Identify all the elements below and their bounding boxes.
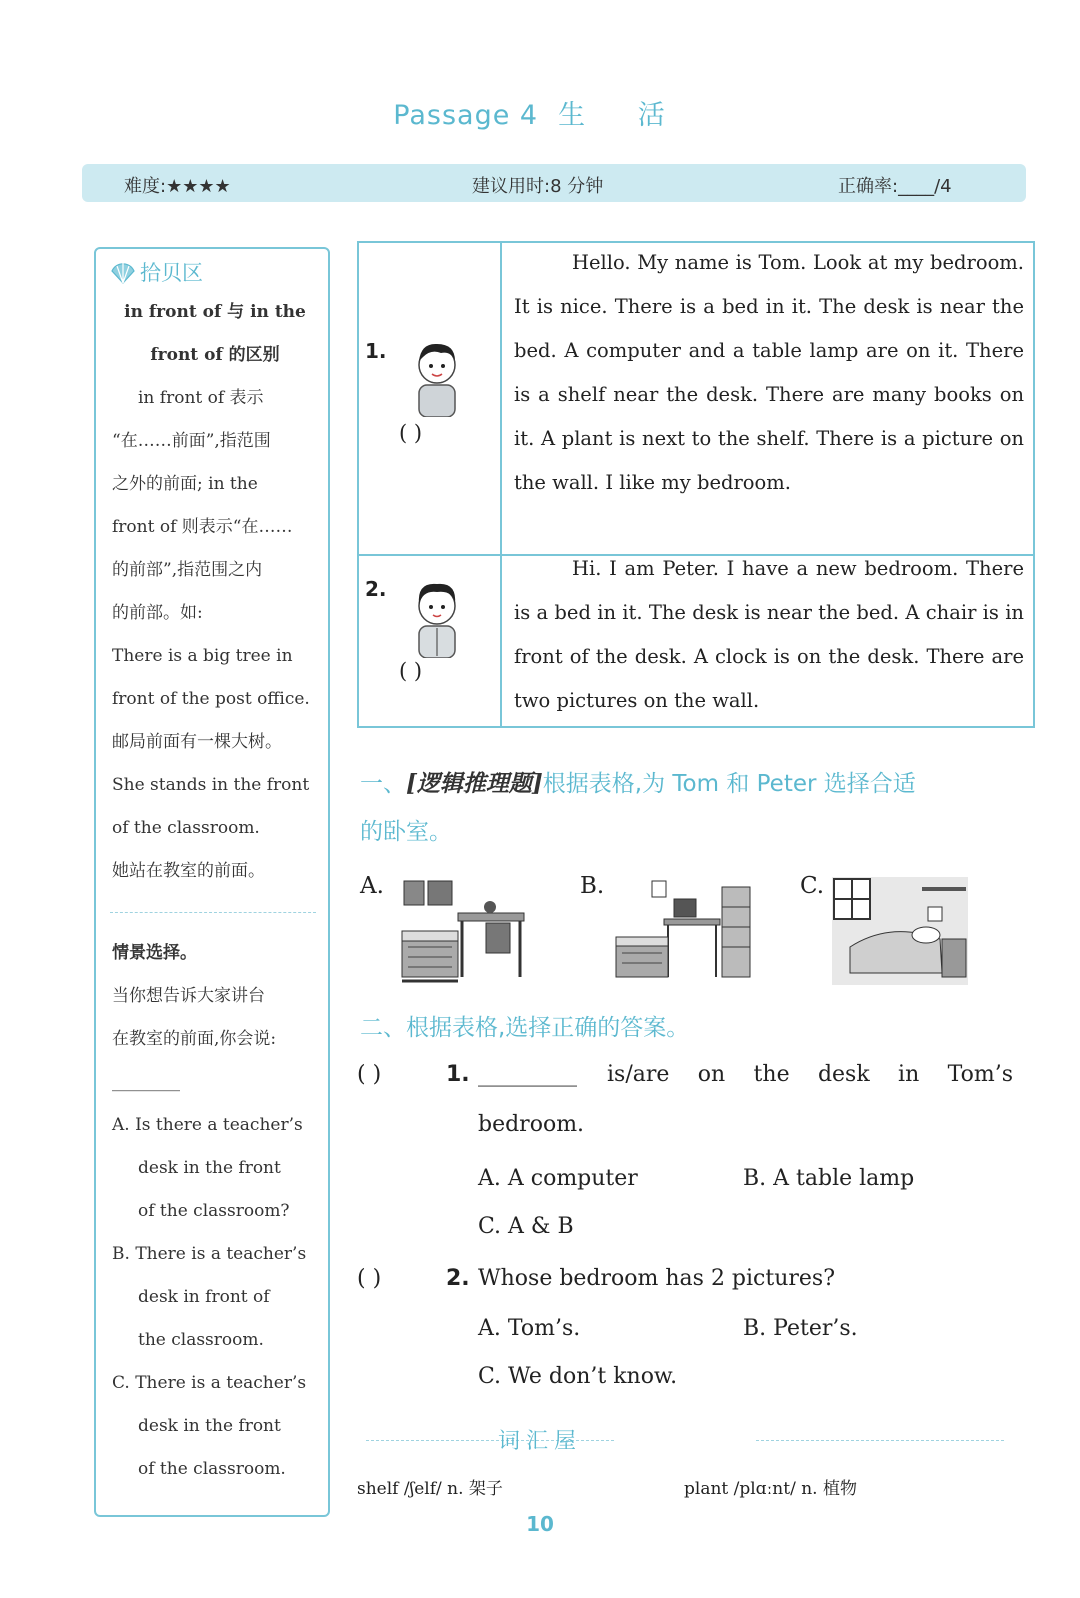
q1-text: is/are on the desk in Tom’s (607, 1062, 1013, 1087)
info-bar (82, 164, 1026, 202)
q1-text-line2: bedroom. (478, 1112, 585, 1137)
sidebar-line: 之外的前面; in the (112, 474, 258, 494)
q2-text: Whose bedroom has 2 pictures? (478, 1266, 836, 1291)
q1-number: 1. (446, 1062, 470, 1087)
answer-blank: ________ (112, 1072, 180, 1092)
q2-paren: ( ) (357, 1266, 382, 1291)
shell-icon (110, 261, 136, 285)
vocab-title: 词汇屋 (497, 1429, 582, 1454)
passage-title (0, 93, 1080, 132)
section-1-heading-line2: 的卧室。 (360, 819, 452, 845)
answer-paren: ( ) (399, 421, 423, 445)
option-b-label: B. (580, 873, 605, 899)
q1-option-a: A. A computer (478, 1166, 638, 1191)
bedroom-b-illustration (612, 877, 752, 985)
page-number: 10 (526, 1512, 554, 1536)
difficulty: 难度:★★★★ (124, 176, 231, 197)
q1-option-b: B. A table lamp (743, 1166, 915, 1191)
exercise-option-a-line: of the classroom? (138, 1201, 290, 1221)
sidebar-title-text: 拾贝区 (140, 261, 203, 285)
passage-table (357, 241, 1035, 728)
sidebar-line: of the classroom. (112, 818, 260, 838)
sidebar-line: 邮局前面有一棵大树。 (112, 732, 282, 752)
exercise-option-c: C. There is a teacher’s (112, 1373, 307, 1393)
section-1-heading: 一、[逻辑推理题]根据表格,为 Tom 和 Peter 选择合适 (360, 770, 916, 797)
q1-option-c: C. A & B (478, 1214, 574, 1239)
section-2-heading: 二、根据表格,选择正确的答案。 (360, 1015, 690, 1041)
passage-text: Hi. I am Peter. I have a new bedroom. There is a bed in it. The desk is near the bed. A chair is in front of the desk. A clock is on the desk. There are two pictures on the wall. (514, 557, 1024, 712)
exercise-option-b: B. There is a teacher’s (112, 1244, 307, 1264)
answer-paren: ( ) (399, 659, 423, 683)
q2-option-c: C. We don’t know. (478, 1364, 678, 1389)
accuracy: 正确率:____/4 (838, 176, 952, 197)
exercise-option-a: A. Is there a teacher’s (112, 1115, 303, 1135)
sidebar-line: 的前部。如: (112, 603, 203, 623)
sidebar-line: “在……前面”,指范围 (112, 431, 271, 451)
option-a-label: A. (360, 873, 384, 899)
passage-text: Hello. My name is Tom. Look at my bedroom. It is nice. There is a bed in it. The desk is near the bed. A computer and a table lamp are on it. There is a shelf near the desk. There are many books on it. A plant is next to the shelf. There is a picture on the wall. I like my bedroom. (514, 251, 1024, 494)
sidebar-heading-1: in front of 与 in the (124, 302, 306, 322)
bedroom-c-illustration (830, 877, 970, 985)
vocab-item-shelf: shelf /ʃelf/ n. 架子 (357, 1479, 503, 1499)
topic-label: 生 活 (558, 100, 687, 131)
sidebar-heading-2: front of 的区别 (150, 345, 280, 365)
sidebar-line: front of 则表示“在…… (112, 517, 293, 537)
sidebar-line: front of the post office. (112, 689, 310, 709)
exercise-option-c-line: desk in the front (138, 1416, 281, 1436)
sidebar-line: in front of 表示 (138, 388, 264, 408)
passage-number: 1. (365, 339, 387, 363)
section-tag: [逻辑推理题] (406, 770, 543, 797)
q1-blank: _________ (478, 1062, 577, 1087)
exercise-option-c-line: of the classroom. (138, 1459, 286, 1479)
sidebar-line: She stands in the front (112, 775, 310, 795)
exercise-question: 在教室的前面,你会说: (112, 1029, 277, 1049)
exercise-option-b-line: desk in front of (138, 1287, 270, 1307)
exercise-title: 情景选择。 (112, 943, 197, 963)
exercise-option-b-line: the classroom. (138, 1330, 264, 1350)
exercise-option-a-line: desk in the front (138, 1158, 281, 1178)
sidebar-line: 的前部”,指范围之内 (112, 560, 263, 580)
q2-number: 2. (446, 1266, 470, 1291)
boy-tom-illustration (411, 335, 463, 417)
passage-number: 2. (365, 577, 387, 601)
bedroom-a-illustration (398, 877, 534, 985)
sidebar-line: 她站在教室的前面。 (112, 861, 265, 881)
boy-peter-illustration (411, 576, 463, 658)
q2-option-a: A. Tom’s. (478, 1316, 581, 1341)
tips-sidebar (94, 247, 330, 1517)
passage-label: Passage 4 (393, 100, 539, 131)
q1-paren: ( ) (357, 1062, 382, 1087)
suggested-time: 建议用时:8 分钟 (472, 176, 604, 197)
exercise-question: 当你想告诉大家讲台 (112, 986, 265, 1006)
sidebar-line: There is a big tree in (112, 646, 293, 666)
option-c-label: C. (800, 873, 825, 899)
sidebar-title (110, 257, 203, 287)
q2-option-b: B. Peter’s. (743, 1316, 858, 1341)
sidebar-divider (110, 912, 316, 913)
vocab-item-plant: plant /plɑːnt/ n. 植物 (684, 1479, 857, 1499)
